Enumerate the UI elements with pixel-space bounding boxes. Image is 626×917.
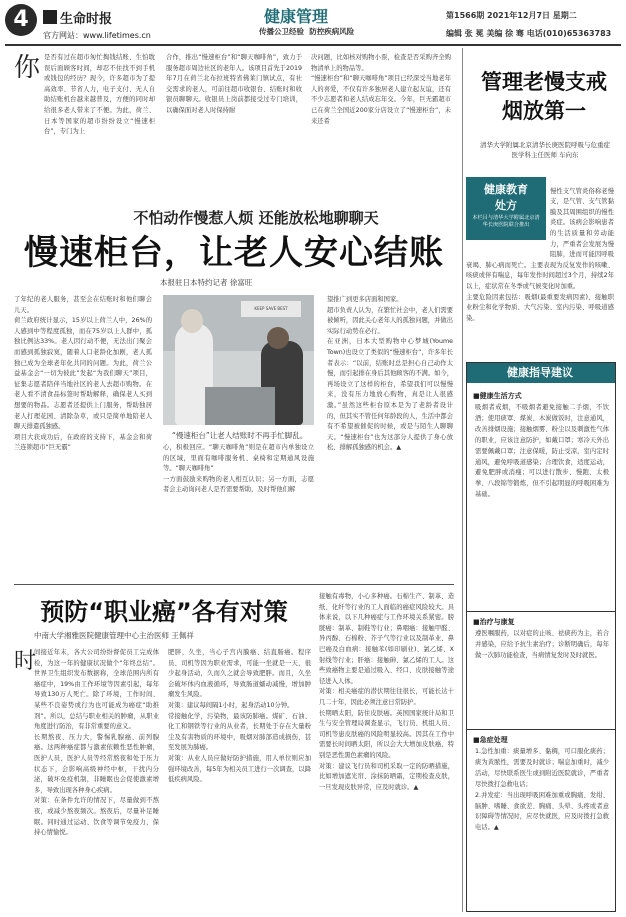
article2-col1: 间接近年末，各大公司纷纷督促员工完成体检，为这一年的健康状况做个“年终总结”。世界卫生组织发布数据称，全球范围内所有癌症中，19%由工作环境等因素引起，每年导致130万人死亡。除了环境，工作时间、某些不良姿势或行为也可能成为癌症“助推剂”。所以，总结与职业相关的肿瘤，从职业角度进行防治，有非常重要的意义。 长期熬夜、压力大，警惕乳腺癌、前列腺癌。这两种癌症都与激素依赖性恶性肿瘤，医护人员、医护人员等经常熬夜和处于压力状态下，会影响高级神经中枢，干扰内分泌，破坏免疫机制，非睡眠也会促使激素增多，导致出现各种身心疾病。 对策：在条件允许的情况下，尽量做到不熬夜，或减少熬夜频次。熬夜后，尽量补足睡眠。同时通过运动、饮食等调节免疫力，保持心情愉悦。 (34, 649, 159, 837)
article1-intro: 是否有过在超市匆忙掏钱结账、生怕耽误后面顾客时间，却忍不住找不到手机或钱包的经历？现今，许多超市为了提高效率、节省人力，电子支付、无人自助结账机台越来越普及，方便的同时却给很多老人带来了不便。为此，荷兰、日本等国家的超市纷纷设立“慢速柜台”，专门为上 (44, 54, 155, 136)
badge-subtitle: 本栏目与清华大学附属北京清华长庚医院联合推出 (472, 215, 540, 228)
sidebar-intro (466, 176, 614, 352)
badge-line-1: 健康教育 (484, 183, 528, 196)
article1-dropcap: 你 (14, 53, 41, 83)
article2-col3: 接触有毒物，小心多种癌。石棉生产、制革、造纸、化纤等行业的工人面临的癌症风险较大。具体来说，以下几种癌症与工作环境关系紧密。膀胱癌：制革、制鞋等行业；鼻咽癌：接触甲醛、异丙醇、石棉粉、芥子气等行业以及制革业、鼻巴癌及白血病：接触苯(如印刷业)、氯乙烯、X射线等行业；肝癌：接触砷、氯乙烯的工人。这些致癌物主要是通过吸入、经口、皮肤接触等途径进入人体。 对策：相关癌症的潜伏期往往很长，可能长达十几二十年，因此必须注意日常防护。 长期晒太阳，防住皮肤癌。英国国家统计局和卫生与安全管理局调查显示，飞行员、机组人员、司机等患皮肤癌的风险明显较高。因其在工作中需要长时间晒太阳，所以会大大增加皮肤癌，特别是恶性黑色素瘤的风险。 对策：建议飞行员和司机采取一定的防晒措施，比如增加遮光帘、涂抹防晒霜，定期检查皮肤，一旦发现皮肤异常，应及时就诊。▲ (319, 593, 454, 791)
guidance-box (466, 362, 616, 912)
emergency-body: 1.急性加重：痰量增多、黏稠，可口服化痰药；痰为黄脓性，需要及时就诊；喘息加重时，减少活动，尽快联系医生或到附近医院就诊，严重者尽快拨打急救电话； 2.并发症：当出现呼吸困难加重或胸痛、发绀、脑肿、嗜睡、食欲差、胸痛、头晕、头疼或者意识障碍等情况时，应尽快就医，应及时拨打急救电话。▲ (475, 748, 609, 832)
paper-logo (43, 8, 112, 26)
slogan (259, 26, 354, 37)
article1-right-col: 望推广到更多店面和国家。 超市负责人认为，在繁忙社会中，老人们需要被倾听，因此关心老年人的孤独问题，并做出实际行动势在必行。 在亚洲，日本大型购物中心梦城(Youme Town)也设立了类似的“慢速柜台”，许多年长者表示：“以前，结账时总是担心自己动作太慢，而引起排在身后其他顾客的不满。如今，再场设立了这样的柜台，希望我们可以慢慢来，没有压力地放心购物，真是让人很感激。”虽然这些柜台原本是为了老龄者设计的，但其实不管任何年龄段的人，生活中都会有不希望被催促的时候，或是与陌生人聊聊天。“慢速柜台”也为这部分人提供了身心放松、排解孤独感的机会。▲ (327, 296, 453, 452)
emergency-heading: ■急症处理 (473, 736, 508, 744)
treatment-body: 遵医嘱服药，以对症的止咳、祛痰药为主，若合并感染，应给予抗生素治疗；诊断明确后，每年做一次肺功能检查，当病情复发时及时就医。 (475, 630, 609, 659)
customer-head (181, 309, 203, 333)
article1-left-col: 了年纪的老人服务，甚至会在结账时和他们聊会儿天。 荷兰政府统计显示，15岁以上荷兰人中，26%的人感到中等程度孤独，而在75岁以上人群中，孤独比例达33%。老人因行动不便，无法出门聚会而感到孤独寂寞，随着人口老龄化加剧，老人孤独已成为全球老年化共同的问题。为此，荷兰公益基金会“一切为彼此”发起“为我们聊天”项目，征集志愿者陪伴当地社区的老人去超市购物。在老人看不清食品标签时帮助解释，确保老人买到想要的物品。志愿者还提供上门服务，帮助独居老人打理花园、清除杂草，或只是简单地陪老人聊天排遣孤独感。 项目大获成功后，在政府的支持下，基金会和荷兰连锁超市“巨无霸” (14, 296, 152, 452)
article-divider (14, 584, 454, 585)
editors-info: 编辑 张 冕 美编 徐 骞 电话(010)65363783 (446, 29, 612, 38)
treatment-heading: ■治疗与康复 (473, 618, 515, 626)
article1-col3: 决问题，比如核对购物小票，检查是否采购齐全购物清单上的物品等。 “慢速柜台”和“聊天咖啡角”项目已经深受当地老年人的喜爱，不仅有许多独居老人建立起友谊，还有不少志愿者和老人结成忘年交。今年，巨无霸超市已在荷兰全国近200家分店设立了“慢速柜台”，未来还希 (311, 54, 451, 125)
article1-photo (163, 295, 314, 425)
badge-spacer (466, 187, 550, 253)
store-sign: KEEP SAVE BEST (241, 301, 301, 317)
article2-byline: 中南大学湘雅医院健康管理中心主治医师 王佩祥 (34, 631, 194, 640)
guidance-divider-1 (467, 611, 615, 612)
article1-subtitle: 不怕动作慢惹人烦 还能放松地聊聊天 (133, 209, 379, 227)
sidebar-divider (462, 48, 463, 912)
lifestyle-body: 吸烟者戒烟，不吸烟者避免接触二手烟，不饮酒；使用痰罩、煤炭、木炭做饭时，注意通风，改善排烟设施；接触烟雾、粉尘以及刺激性气体的职业，应该注意防护，如戴口罩；寒冷天外出需要佩戴口罩；注意保暖，防止受凉，室内定时通风，避免呼吸道感染；合理饮食，适度运动，避免肥胖或消瘦；可以进行散步、慢跑、太极拳、八段锦等锻炼，但不引起明显的呼吸困难为基础。 (475, 404, 609, 499)
badge-line-2: 处方 (495, 199, 517, 212)
cashier-head (267, 327, 289, 349)
article1-col2: 合作，推出“慢速柜台”和“聊天咖啡角”，致力于服务超市周边社区的老年人。该项目首先于2019年7月在荷兰北布拉班特省佛莱门镇试点，有社交需求的老人，可前往超市收银台、结账时和收银员聊聊天。收银员上岗前都接受过专门培训，以确保面对老人时保持耐 (166, 54, 302, 114)
issue-info: 第1566期 2021年12月7日 星期二 (446, 11, 577, 20)
paper-name: 生命时报 (60, 11, 113, 27)
sidebar-byline: 清华大学附属北京清华长庚医院呼吸与危重症医学科主任医师 车向东 (480, 141, 610, 159)
site-url: 官方网站：www.lifetimes.cn (43, 31, 151, 40)
article2-title: 预防“职业癌”各有对策 (40, 598, 288, 626)
guidance-title: 健康指导建议 (467, 363, 615, 383)
sidebar-title: 管理老慢支戒烟放第一 (481, 70, 607, 123)
lifestyle-heading: ■健康生活方式 (473, 392, 522, 400)
article2-col2: 肥胖、久坐，当心子宫内膜癌、结直肠癌。程序员、司机等因为职业需求，可能一坐就是一天，很少起身活动，久而久之就会导致肥胖。而且，久坐会破坏体内血液循环，导致肠道蠕动减慢，增加肿瘤发生风险。 对策：建议每间隔1小时，起身活动10分钟。 常接触化学，污染物，最该防肺癌。煤矿、石油、化工和钢铁等行业的从业者，长期处于存在大量粉尘及有害物质的环境中，吸烟对肺部造成损伤，甚至发展为肺癌。 对策：从业人员应做好防护措施，用人单位则应加强环境改善，每5年为相关员工进行一次调查，以降低疾病风险。 (168, 649, 311, 784)
page-number-badge: 4 (5, 4, 37, 36)
checkout-counter (205, 387, 275, 425)
article1-byline: 本报驻日本特约记者 徐富旺 (160, 278, 253, 287)
section-name: 健康管理 (264, 7, 329, 26)
masthead-rule (5, 44, 621, 46)
slogan-2: 防控疾病风险 (309, 27, 355, 36)
article1-photo-caption: “慢速柜台”让老人结账时不再手忙脚乱。 (172, 431, 308, 440)
sidebar-intro-text: 慢性支气管炎俗称老慢支，是气管、支气管黏膜及其周围组织的慢性炎症。该病会影响患者的生活质量和劳动能力，严重者会发展为慢阻肺，进而可能因呼吸衰竭、肺心病而死亡。主要表现为反复发作的咳嗽、咳痰或伴有喘息，每年发作时间超过3个月，持续2年以上，症状常在冬季或气候变化时加重。 主要危险因素包括：吸烟(最重要发病因素)，接触职业粉尘和化学物质、大气污染、室内污染、呼吸道感染。 (466, 187, 614, 322)
guidance-divider-2 (467, 729, 615, 730)
article1-mid-col: 心，积极回应。“聊天咖啡角”则是在超市内单独设立的区域，里面有咖啡服务机、桌椅和定期通风设施等。“聊天咖啡角” 一方面鼓励来购物的老人相互认识；另一方面，志愿者会主动询问老人是否需要帮助，及时帮他们解 (163, 444, 314, 494)
logo-mark-icon (43, 10, 57, 24)
slogan-1: 传播公卫经验 (259, 27, 304, 36)
article2-dropcap: 时 (14, 649, 37, 674)
article1-title: 慢速柜台，让老人安心结账 (24, 233, 444, 273)
